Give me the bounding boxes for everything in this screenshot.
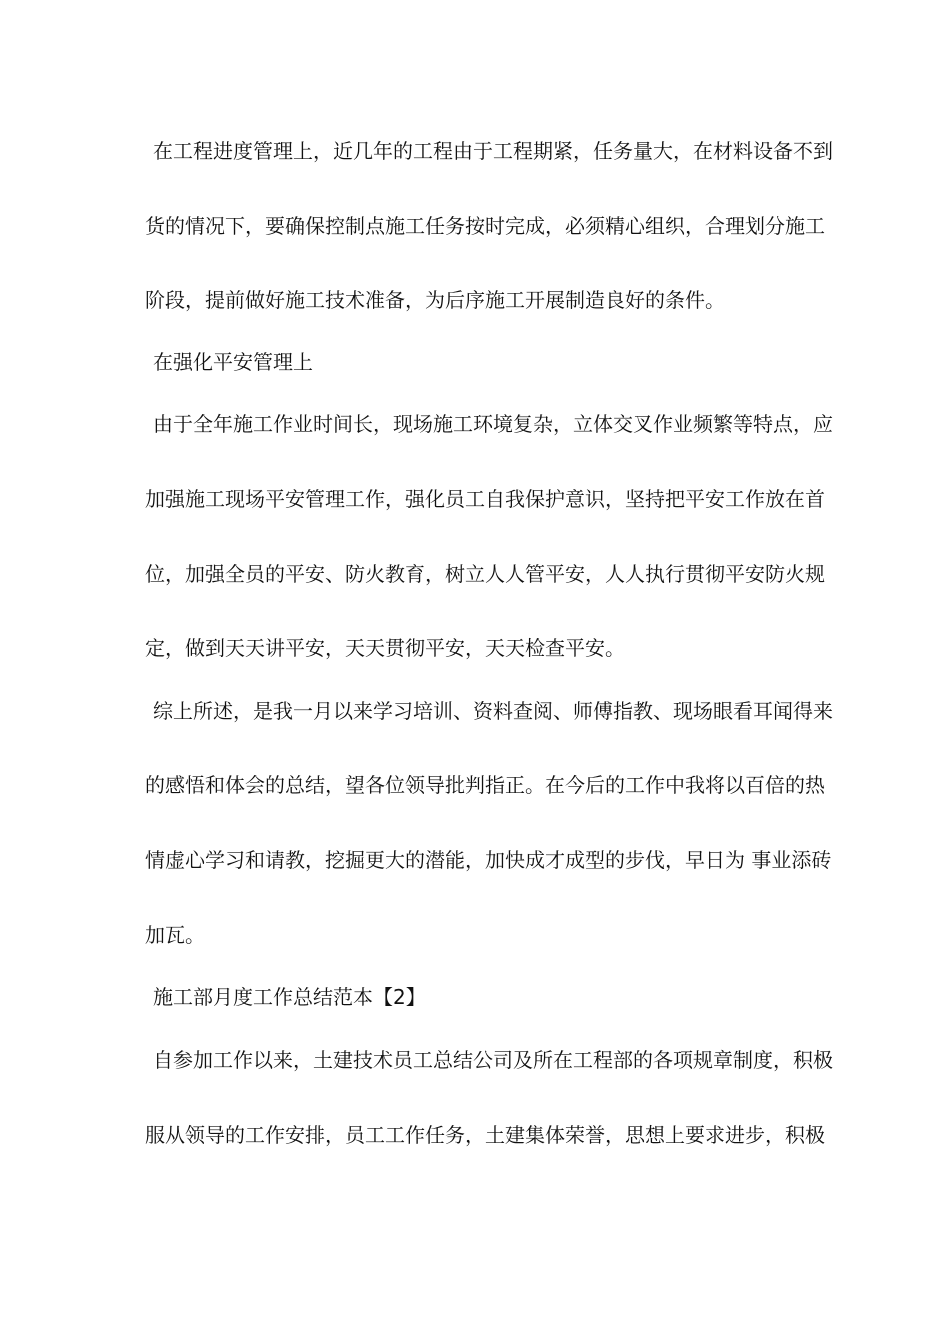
paragraph-line: 加瓦。: [145, 923, 205, 947]
paragraph-line: 定，做到天天讲平安，天天贯彻平安，天天检查平安。: [145, 636, 625, 660]
paragraph-line: 的感悟和体会的总结，望各位领导批判指正。在今后的工作中我将以百倍的热: [145, 773, 825, 797]
paragraph-line: 自参加工作以来，土建技术员工总结公司及所在工程部的各项规章制度，积极: [153, 1048, 833, 1072]
section-heading: 在强化平安管理上: [153, 350, 313, 374]
paragraph-line: 情虚心学习和请教，挖掘更大的潜能，加快成才成型的步伐，早日为 事业添砖: [145, 848, 832, 872]
paragraph-line: 加强施工现场平安管理工作，强化员工自我保护意识，坚持把平安工作放在首: [145, 487, 825, 511]
section-heading: 施工部月度工作总结范本【2】: [153, 985, 426, 1009]
paragraph-line: 由于全年施工作业时间长，现场施工环境复杂，立体交叉作业频繁等特点，应: [153, 412, 833, 436]
paragraph-line: 服从领导的工作安排，员工工作任务，土建集体荣誉，思想上要求进步，积极: [145, 1123, 825, 1147]
paragraph-line: 货的情况下，要确保控制点施工任务按时完成，必须精心组织，合理划分施工: [145, 214, 825, 238]
paragraph-line: 阶段，提前做好施工技术准备，为后序施工开展制造良好的条件。: [145, 288, 725, 312]
paragraph-line: 在工程进度管理上，近几年的工程由于工程期紧，任务量大，在材料设备不到: [153, 139, 833, 163]
paragraph-line: 综上所述，是我一月以来学习培训、资料查阅、师傅指教、现场眼看耳闻得来: [153, 699, 833, 723]
paragraph-line: 位，加强全员的平安、防火教育，树立人人管平安，人人执行贯彻平安防火规: [145, 562, 825, 586]
